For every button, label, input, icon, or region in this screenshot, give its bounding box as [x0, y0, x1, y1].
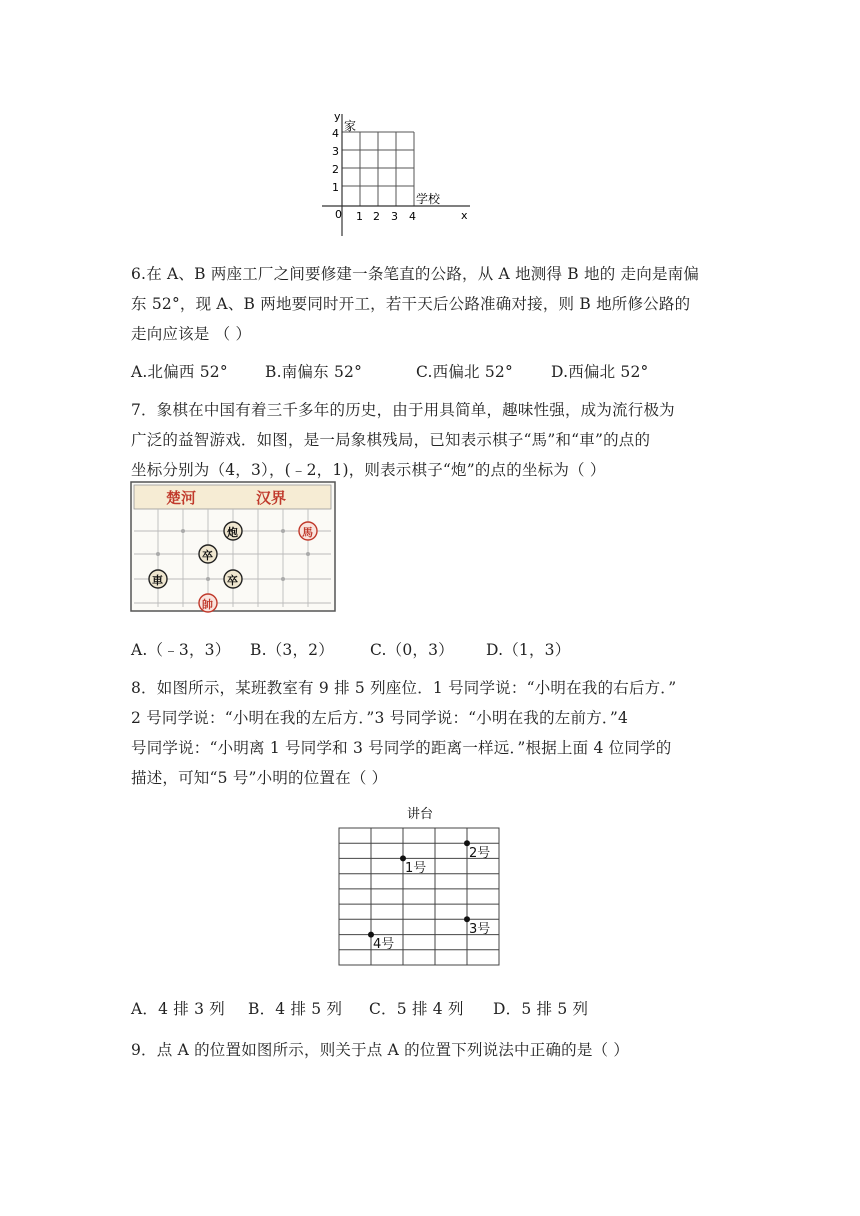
q7-line-2: 广泛的益智游戏．如图，是一局象棋残局，已知表示棋子“馬”和“車”的点的 [131, 431, 651, 449]
x-tick: 2 [373, 210, 380, 223]
river-banner [134, 485, 331, 509]
home-label: 家 [344, 119, 357, 133]
student-3-label: 3号 [469, 922, 491, 937]
x-tick: 1 [356, 210, 363, 223]
q8-option-b: B．4 排 5 列 [248, 1000, 343, 1018]
grid-lines [342, 132, 414, 206]
banner-right-text: 汉界 [256, 489, 287, 507]
student-4-label: 4号 [373, 937, 395, 952]
piece-ma [299, 522, 317, 540]
student-2-label: 2号 [469, 846, 491, 861]
y-tick: 3 [332, 145, 339, 158]
q7-option-a: A.（﹣3，3） [131, 641, 231, 659]
y-tick: 2 [332, 163, 339, 176]
svg-text:帥: 帥 [202, 598, 213, 611]
q7-line-3: 坐标分别为（4，3），(﹣2，1)，则表示棋子“炮”的点的坐标为（ ） [131, 461, 606, 479]
q7-option-c: C.（0，3） [370, 641, 454, 659]
q6-line-1: 6.在 A、B 两座工厂之间要修建一条笔直的公路，从 A 地测得 B 地的 走向是南偏 [131, 265, 700, 283]
q6-line-3: 走向应该是 （ ） [131, 325, 252, 343]
podium-label: 讲台 [407, 807, 434, 822]
q7-line-1: 7．象棋在中国有着三千多年的历史，由于用具简单，趣味性强，成为流行极为 [131, 401, 675, 419]
x-tick: 3 [391, 210, 398, 223]
q8-line-1: 8．如图所示，某班教室有 9 排 5 列座位．1 号同学说：“小明在我的右后方．” [131, 679, 677, 697]
q8-option-d: D．5 排 5 列 [493, 1000, 589, 1018]
x-tick: 4 [409, 210, 416, 223]
banner-left-text: 楚河 [166, 489, 197, 507]
piece-pao [224, 522, 242, 540]
q6-option-d: D.西偏北 52° [551, 363, 649, 381]
q7-option-d: D.（1，3） [486, 641, 571, 659]
y-tick: 1 [332, 181, 339, 194]
school-label: 学校 [416, 192, 441, 206]
svg-text:車: 車 [152, 574, 163, 587]
q8-line-2: 2 号同学说：“小明在我的左后方．”3 号同学说：“小明在我的左前方．”4 [131, 709, 629, 727]
xiangqi-board-figure [130, 481, 336, 613]
piece-shuai [199, 594, 217, 612]
q6-option-c: C.西偏北 52° [416, 363, 513, 381]
classroom-seats-figure [330, 800, 510, 970]
piece-ju [149, 570, 167, 588]
q8-line-4: 描述，可知“5 号”小明的位置在（ ） [131, 769, 388, 787]
piece-zu-upper [199, 545, 217, 563]
svg-text:炮: 炮 [227, 526, 238, 539]
student-1-label: 1号 [405, 861, 427, 876]
q9-line-1: 9．点 A 的位置如图所示，则关于点 A 的位置下列说法中正确的是（ ） [131, 1041, 630, 1059]
q6-option-b: B.南偏东 52° [265, 363, 363, 381]
q8-option-a: A．4 排 3 列 [131, 1000, 225, 1018]
home-school-figure [318, 108, 478, 238]
q6-line-2: 东 52°，现 A、B 两地要同时开工，若干天后公路准确对接，则 B 地所修公路的 [131, 295, 691, 313]
q7-option-b: B.（3，2） [250, 641, 334, 659]
piece-zu-lower [224, 570, 242, 588]
svg-text:馬: 馬 [302, 526, 313, 539]
y-axis-label: y [334, 110, 341, 123]
q6-option-a: A.北偏西 52° [131, 363, 228, 381]
x-axis-label: x [461, 209, 468, 222]
svg-text:卒: 卒 [202, 549, 213, 562]
origin-label: 0 [335, 208, 342, 221]
q8-line-3: 号同学说：“小明离 1 号同学和 3 号同学的距离一样远．”根据上面 4 位同学的 [131, 739, 672, 757]
y-tick: 4 [332, 127, 339, 140]
q8-option-c: C．5 排 4 列 [369, 1000, 464, 1018]
svg-text:卒: 卒 [227, 574, 238, 587]
